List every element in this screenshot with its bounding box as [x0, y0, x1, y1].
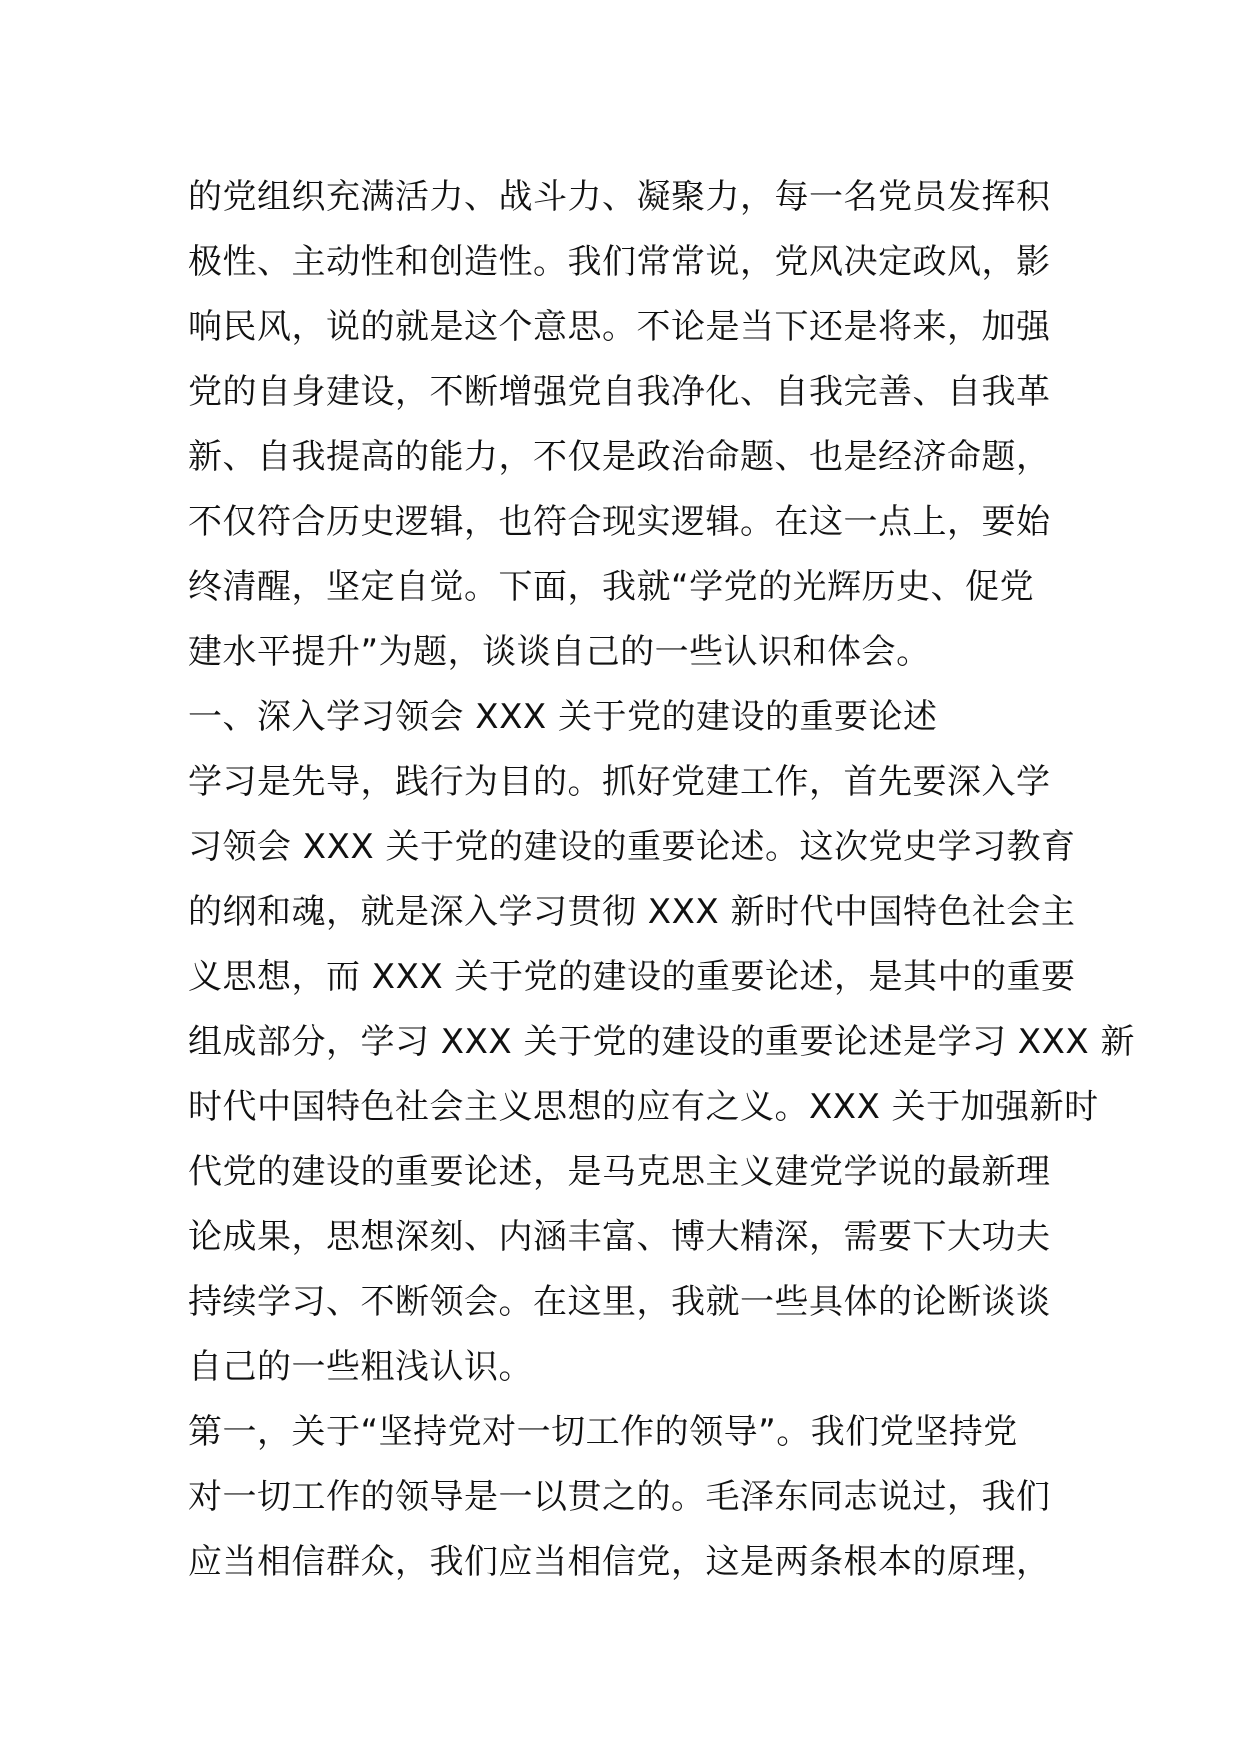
text-line: 自己的一些粗浅认识。 [188, 1347, 533, 1387]
text-line: 极性、主动性和创造性。我们常常说，党风决定政风，影 [188, 242, 1051, 282]
section-heading: 一、深入学习领会 XXX 关于党的建设的重要论述 [188, 697, 938, 737]
text-line: 响民风，说的就是这个意思。不论是当下还是将来，加强 [188, 307, 1051, 347]
text-line: 对一切工作的领导是一以贯之的。毛泽东同志说过，我们 [188, 1477, 1051, 1517]
text-line: 第一，关于“坚持党对一切工作的领导”。我们党坚持党 [188, 1412, 1018, 1452]
text-line: 应当相信群众，我们应当相信党，这是两条根本的原理， [188, 1542, 1051, 1582]
text-line: 的纲和魂，就是深入学习贯彻 XXX 新时代中国特色社会主 [188, 892, 1076, 932]
text-line: 党的自身建设，不断增强党自我净化、自我完善、自我革 [188, 372, 1051, 412]
text-line: 学习是先导，践行为目的。抓好党建工作，首先要深入学 [188, 762, 1051, 802]
text-line: 不仅符合历史逻辑，也符合现实逻辑。在这一点上，要始 [188, 502, 1051, 542]
text-line: 义思想，而 XXX 关于党的建设的重要论述，是其中的重要 [188, 957, 1076, 997]
text-line: 组成部分，学习 XXX 关于党的建设的重要论述是学习 XXX 新 [188, 1022, 1135, 1062]
text-line: 终清醒，坚定自觉。下面，我就“学党的光辉历史、促党 [188, 567, 1035, 607]
text-line: 新、自我提高的能力，不仅是政治命题、也是经济命题， [188, 437, 1051, 477]
text-line: 持续学习、不断领会。在这里，我就一些具体的论断谈谈 [188, 1282, 1051, 1322]
body-text [188, 165, 1135, 1595]
text-line: 的党组织充满活力、战斗力、凝聚力，每一名党员发挥积 [188, 177, 1051, 217]
text-line: 代党的建设的重要论述，是马克思主义建党学说的最新理 [188, 1152, 1051, 1192]
text-line: 习领会 XXX 关于党的建设的重要论述。这次党史学习教育 [188, 827, 1076, 867]
text-line: 论成果，思想深刻、内涵丰富、博大精深，需要下大功夫 [188, 1217, 1051, 1257]
text-line: 时代中国特色社会主义思想的应有之义。XXX 关于加强新时 [188, 1087, 1099, 1127]
text-line: 建水平提升”为题，谈谈自己的一些认识和体会。 [188, 632, 931, 672]
